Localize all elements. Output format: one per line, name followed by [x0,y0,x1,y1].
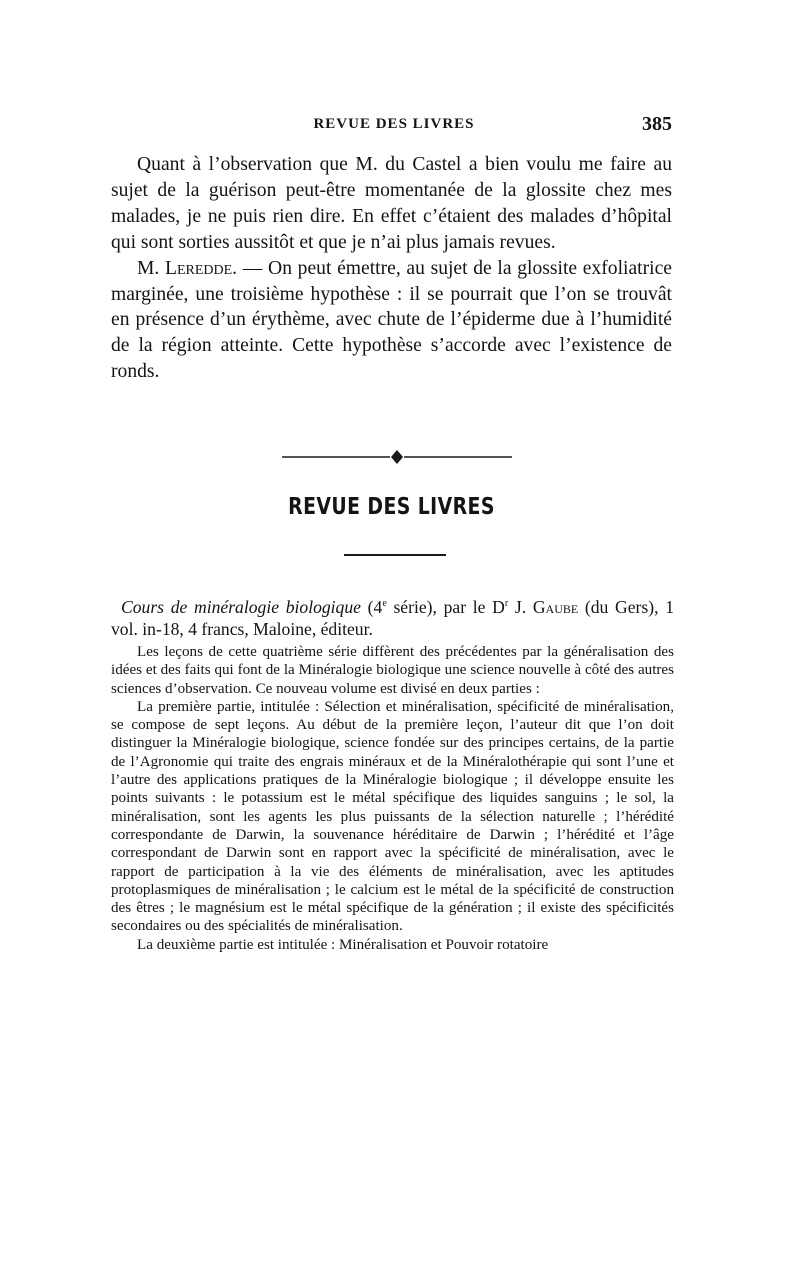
paragraph-leredde-remark [111,256,672,386]
heading-rule [344,554,446,556]
page-number: 385 [642,113,672,135]
author-initial: J. G [508,597,546,617]
publication-details: (du Gers), 1 vol. in-18, 4 francs, Maloine, éditeur. [111,597,674,639]
review-paragraph-first-part: La première partie, intitulée : Sélection et minéralisation, spécificité de minéralisation, se compose de sept leçons. Au début de la première leçon, l’auteur dit que l’on doit distinguer la Minéralogie biologique, science fondée sur des principes certains, de la partie de l’Agronomie qui traite des engrais minéraux et de la Minéralothérapie qui sont l’une et l’autre des applications pratiques de la Minéralogie biologique ; il développe ensuite les points suivants : le potassium est le métal spécifique des liquides sanguins ; le sol, la minéralisation, sont les agents les plus puissants de la sélection naturelle ; l’hérédité correspondante de Darwin, la souvenance héréditaire de Darwin ; l’hérédité et l’âge correspondant de Darwin sont en rapport avec la spécificité de minéralisation, avec le rapport de participation à la vie des éléments de minéralisation, avec les aptitudes protoplasmiques de minéralisation ; le calcium est le métal de la spécificité de construction des êtres ; le magnésium est le métal spécifique de la génération ; il existe des spécificités secondaires ou des spécialités de minéralisation. [111,698,674,935]
section-heading: REVUE DES LIVRES [288,494,495,520]
book-citation: Cours de minéralogie biologique (4e série), par le $D^r$ J. Gaube (du Gers), 1 vol. in-18, 4 francs, Maloine, éditeur. [111,597,674,639]
book-title: Cours de minéralogie biologique [121,597,361,617]
running-title: REVUE DES LIVRES [313,116,475,132]
speaker-initial: M. L [137,257,177,279]
section-ornament [282,449,512,465]
speaker-remark: — On peut émettre, au sujet de la glossite exfoliatrice marginée, une troisième hypothèse : il se pourrait que l’on se trouvât en présence d’un érythème, avec chute de l’épiderme due à l’humidité de la région atteinte. Cette hypothèse s’accorde avec l’existence de ronds. [111,257,672,383]
review-paragraph-intro: Les leçons de cette quatrième série diffèrent des précédentes par la généralisation des idées et des faits qui font de la Minéralogie biologique une science nouvelle à côté des autres sciences d’observation. Ce nouveau volume est divisé en deux parties : [111,644,674,697]
speaker-name: eredde. [176,257,238,279]
author-name: aube [545,597,579,617]
ornament-diamond-icon [391,450,403,464]
discussion-text [111,152,672,385]
review-paragraph-second-part: La deuxième partie est intitulée : Minéralisation et Pouvoir rotatoire [137,936,549,953]
page-header [116,113,672,138]
review-text [111,643,674,954]
paragraph-castel-observation: Quant à l’observation que M. du Castel a bien voulu me faire au sujet de la guérison peut-être momentanée de la glossite chez mes malades, je ne puis rien dire. En effet c’étaient des malades d’hôpital qui sont sorties aussitôt et que je n’ai plus jamais revues. [111,154,672,253]
